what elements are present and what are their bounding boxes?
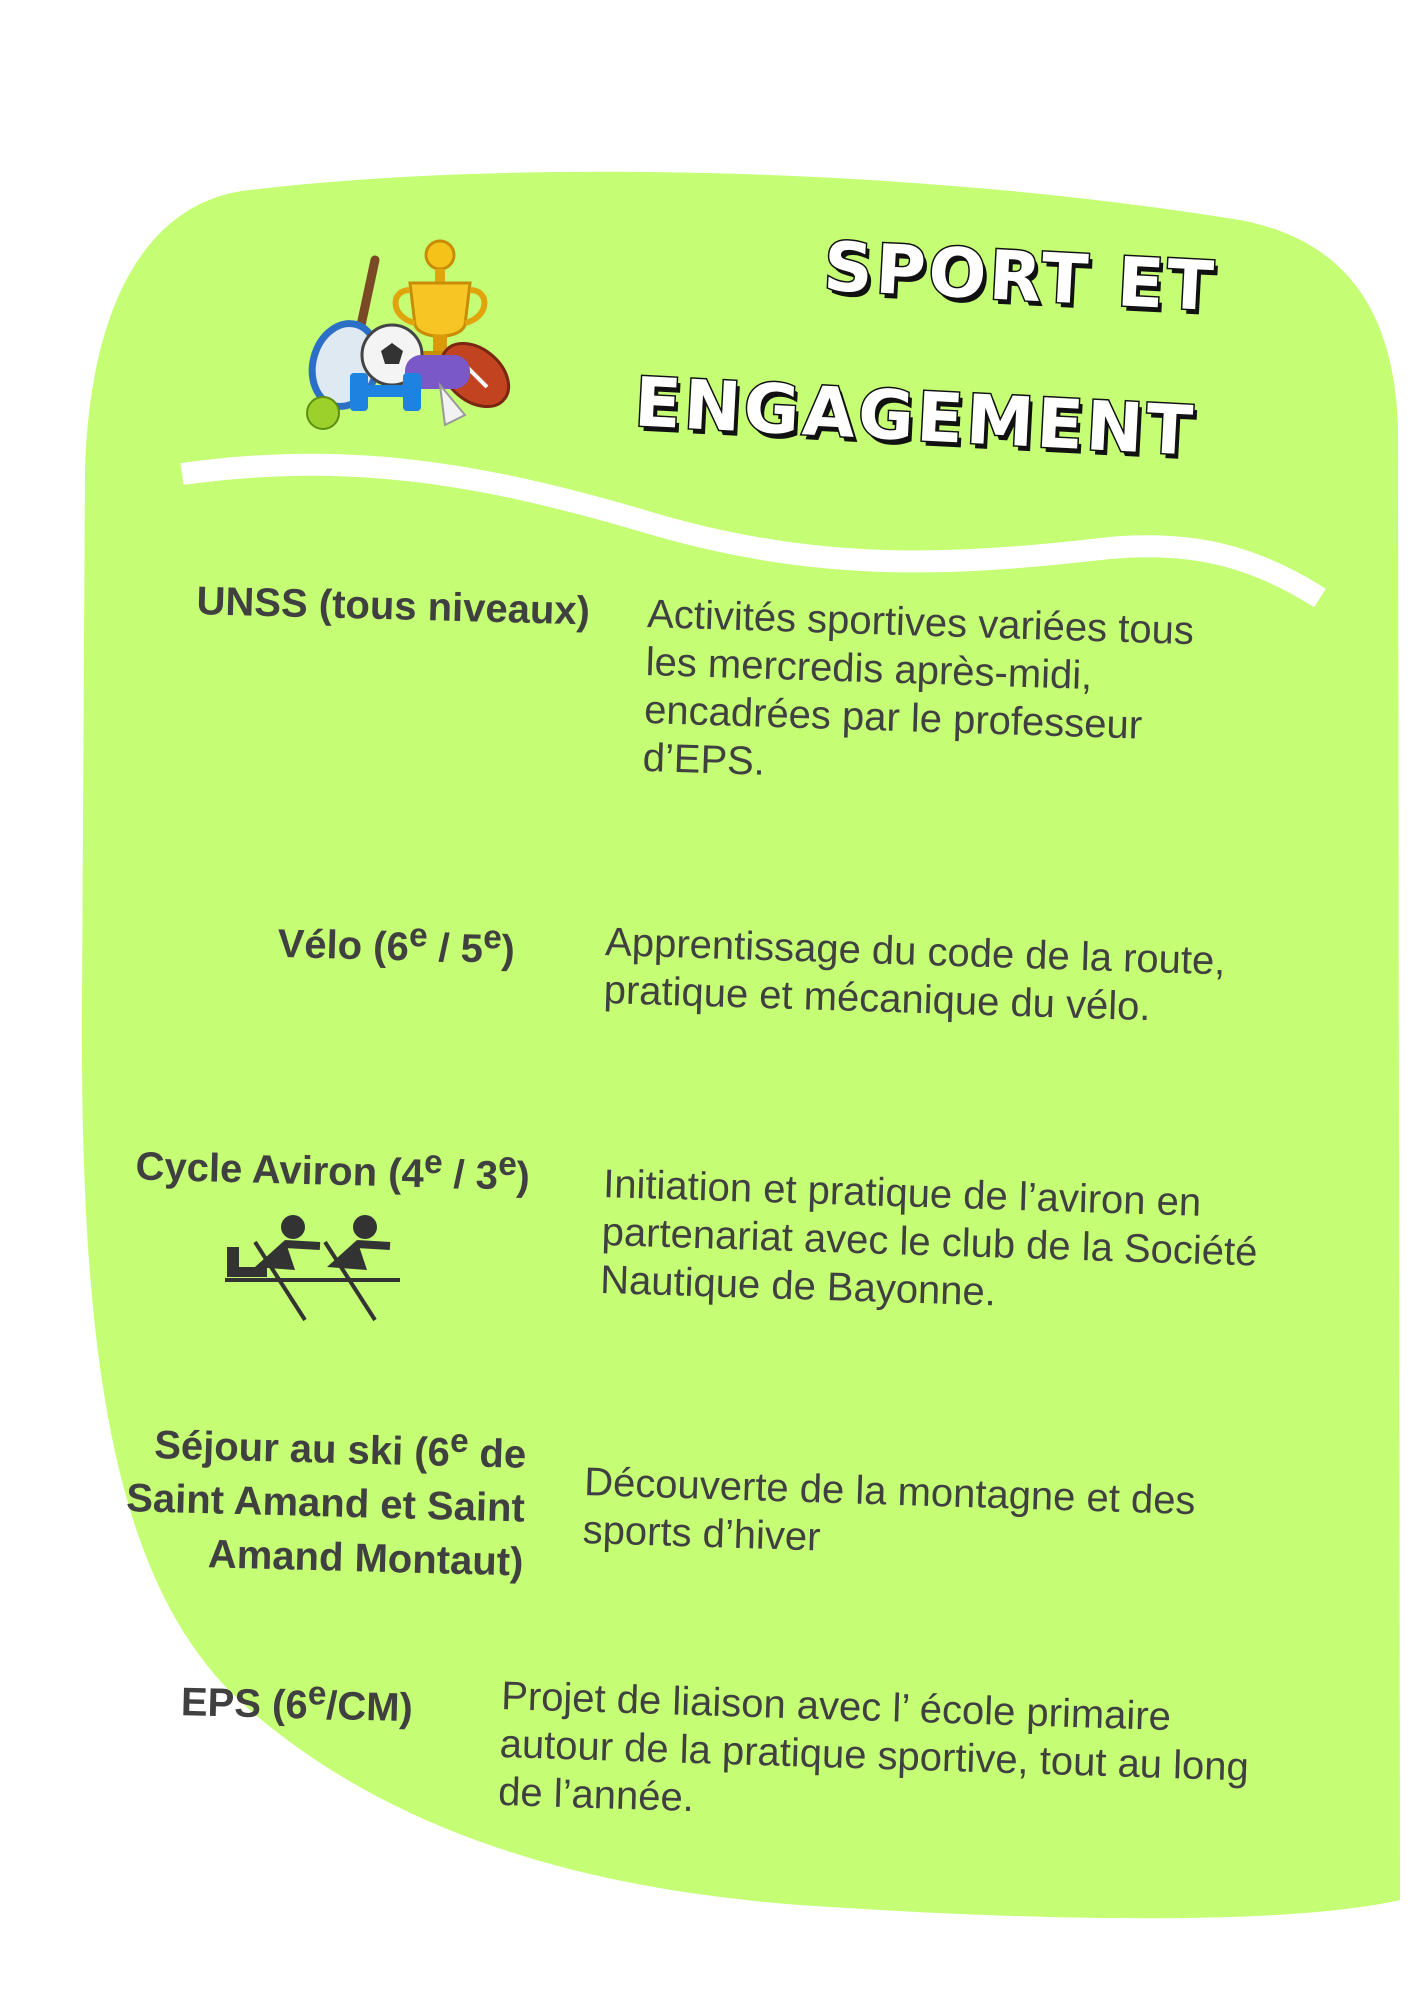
activity-name-unss: UNSS (tous niveaux) xyxy=(196,579,591,634)
activity-name-velo: Vélo (6e / 5e) xyxy=(277,917,516,973)
sports-equipment-icon xyxy=(305,235,525,435)
activity-name-eps: EPS (6e/CM) xyxy=(180,1675,414,1731)
activity-description-eps: Projet de liaison avec l’ école primaire autour de la pratique sportive, tout au long de l’année. xyxy=(497,1673,1250,1821)
page-title-line-2: ENGAGEMENT xyxy=(632,363,1198,472)
activity-description-velo: Apprentissage du code de la route, pratique et mécanique du vélo. xyxy=(603,919,1227,1030)
activity-name-ski: Séjour au ski (6e de Saint Amand et Saint Amand Montaut) xyxy=(125,1422,527,1585)
activity-name-aviron: Cycle Aviron (4e / 3e) xyxy=(135,1143,531,1199)
activity-description-ski: Découverte de la montagne et des sports d’hiver xyxy=(582,1459,1197,1560)
activity-description-aviron: Initiation et pratique de l’aviron en partenariat avec le club de la Société Nautique de Bayonne. xyxy=(599,1161,1259,1315)
page-title-line-1: SPORT ET xyxy=(821,227,1219,328)
activity-description-unss: Activités sportives variées tous les mercredis après-midi, encadrées par le professeur d’EPS. xyxy=(642,591,1195,784)
rowing-icon xyxy=(225,1212,400,1322)
